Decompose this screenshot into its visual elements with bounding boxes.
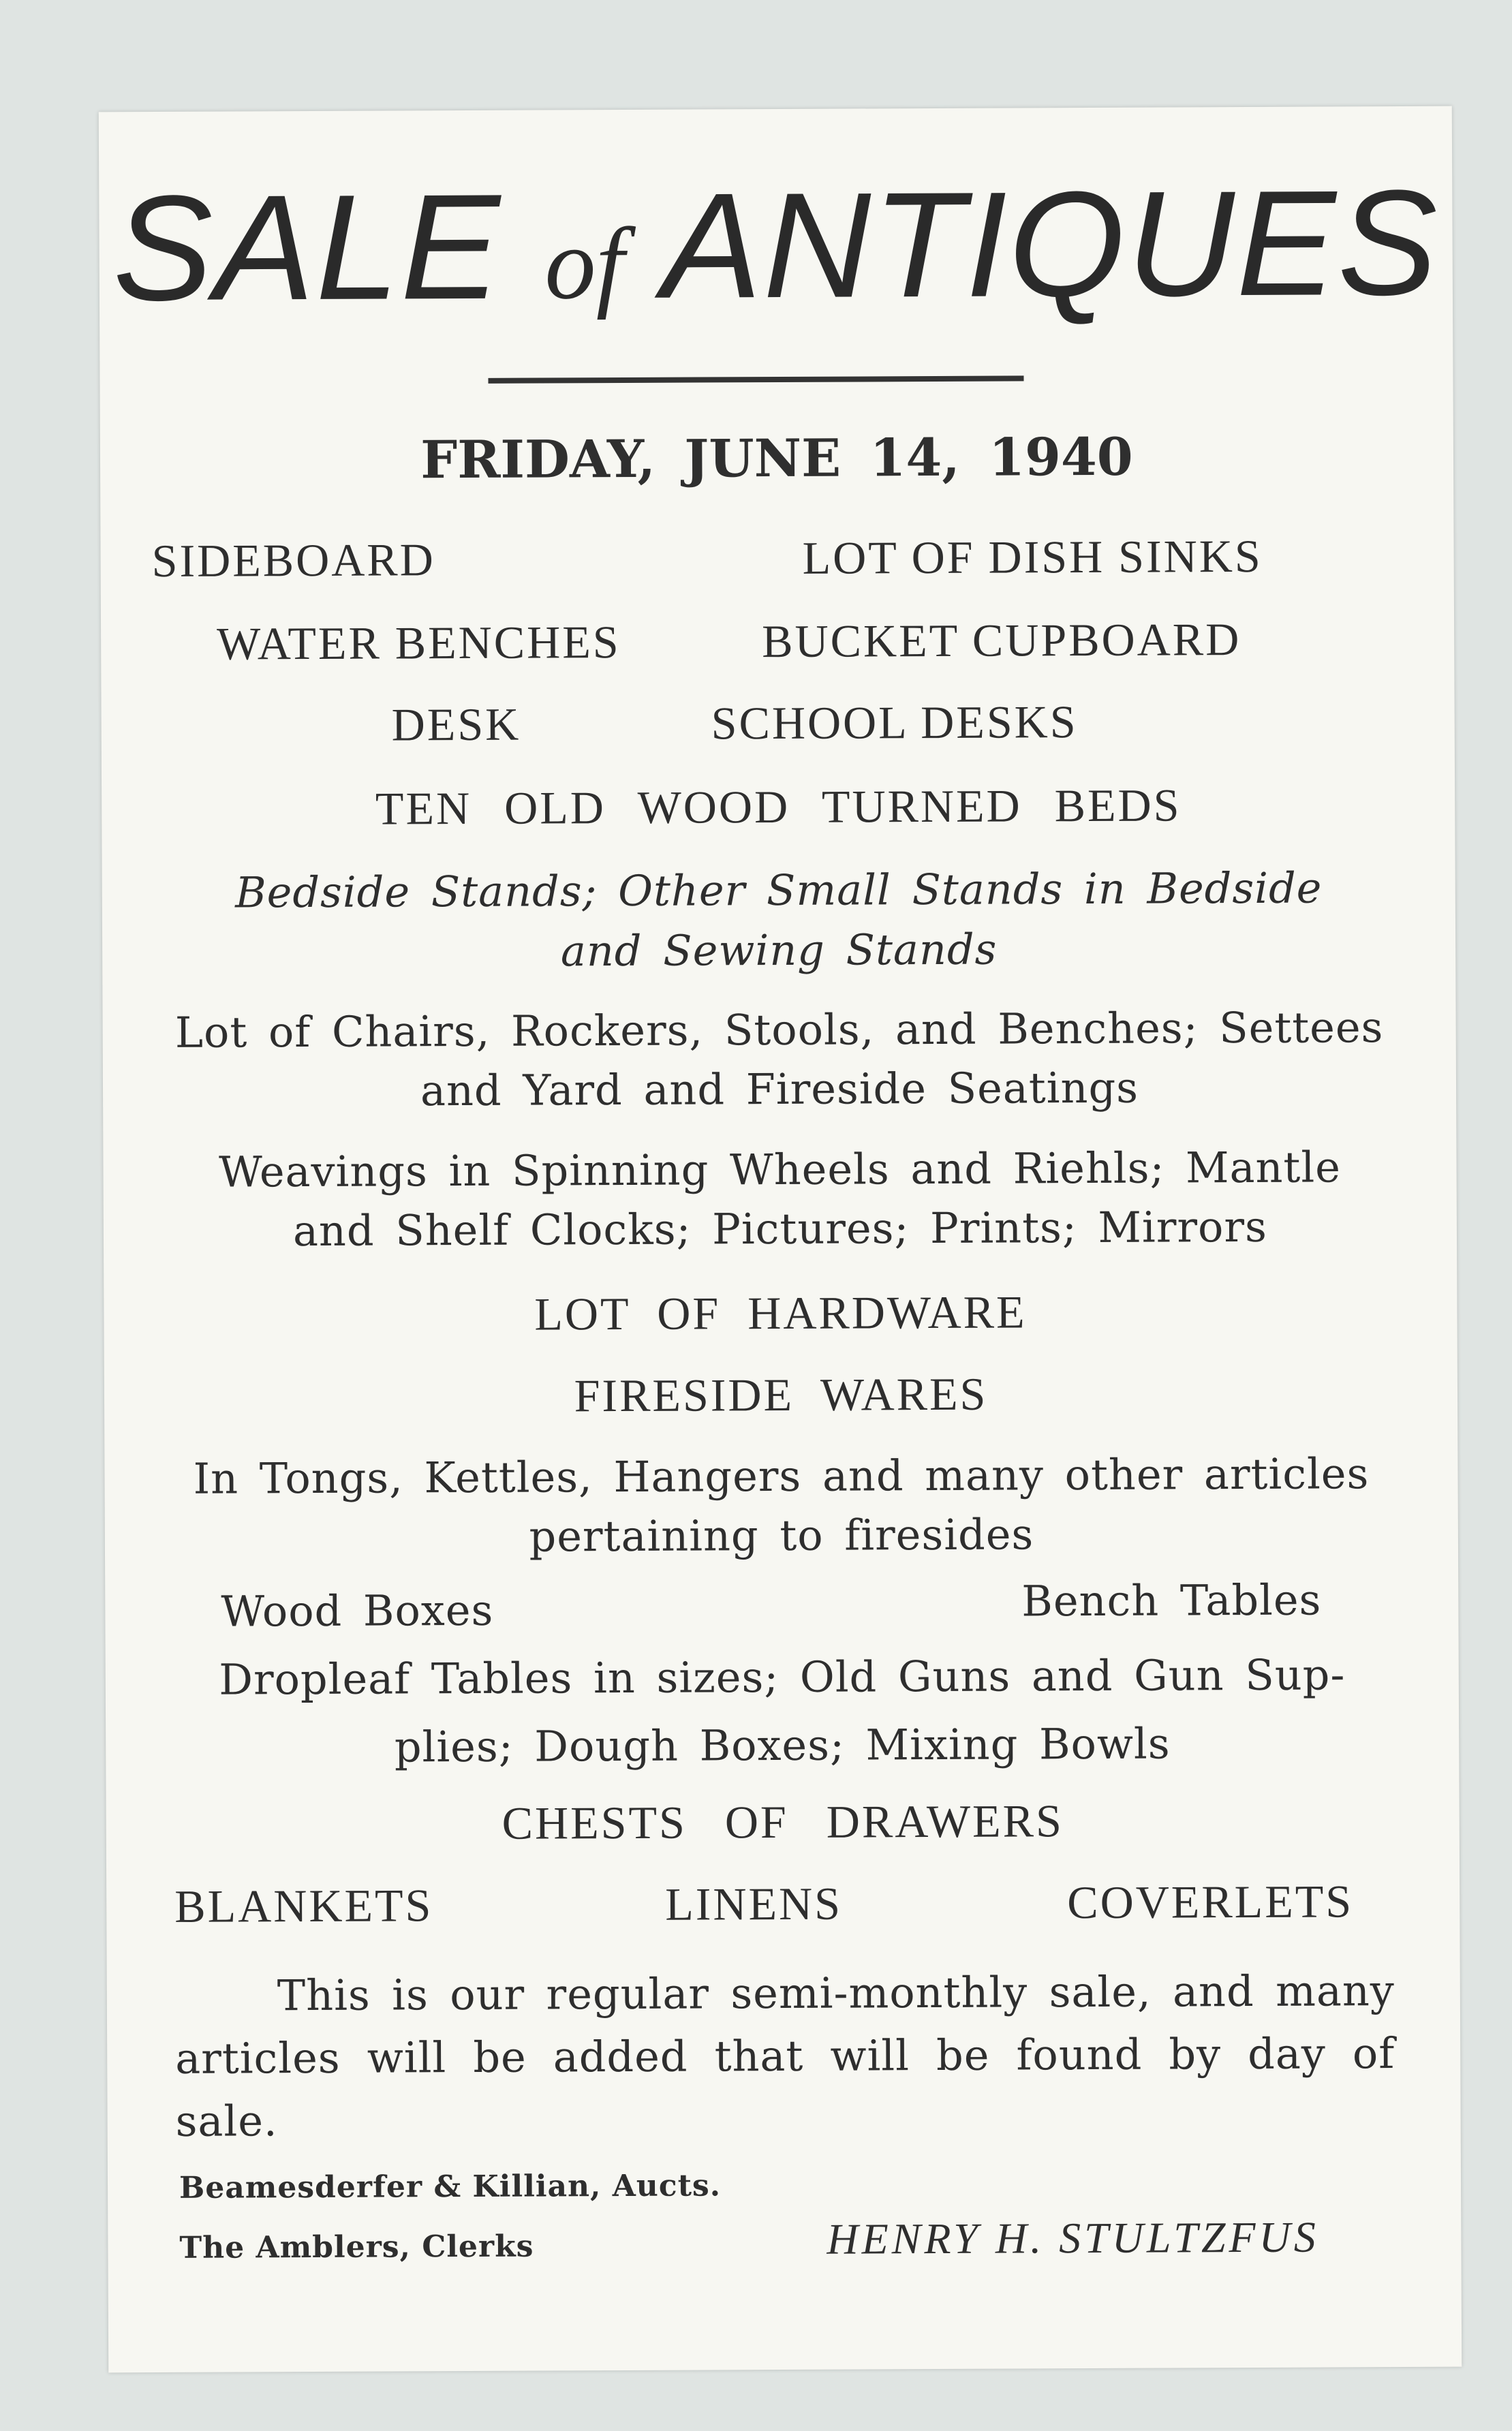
footer-seller: HENRY H. STULTZFUS [827, 2212, 1319, 2263]
item-weavings-line1: Weavings in Spinning Wheels and Riehls; Mantle [219, 1142, 1342, 1197]
headline-sale: SALE [112, 162, 502, 332]
item-weavings-line2: and Shelf Clocks; Pictures; Prints; Mirrors [292, 1201, 1268, 1256]
item-stands-line1: Bedside Stands; Other Small Stands in Bedside [234, 863, 1323, 918]
item-linens: LINENS [665, 1877, 843, 1930]
footer-clerks: The Amblers, Clerks [179, 2229, 534, 2265]
notice-paragraph: This is our regular semi-monthly sale, and many articles will be added that will be found by day of sale. [175, 1966, 1395, 2146]
item-chests: CHESTS OF DRAWERS [502, 1795, 1064, 1849]
sale-date: FRIDAY, JUNE 14, 1940 [420, 426, 1133, 491]
item-dropleaf-line1: Dropleaf Tables in sizes; Old Guns and Gun Sup- [219, 1650, 1346, 1705]
item-fireside-wares: FIRESIDE WARES [574, 1367, 988, 1422]
item-bench-tables: Bench Tables [1021, 1575, 1322, 1626]
item-stands-line2: and Sewing Stands [560, 924, 998, 976]
sale-card [99, 106, 1462, 2373]
item-beds: TEN OLD WOOD TURNED BEDS [375, 779, 1182, 835]
item-desk: DESK [391, 698, 521, 751]
item-school-desks: SCHOOL DESKS [711, 696, 1078, 749]
item-hardware: LOT OF HARDWARE [534, 1286, 1027, 1340]
item-dish-sinks: LOT OF DISH SINKS [802, 529, 1263, 584]
item-wood-boxes: Wood Boxes [221, 1585, 494, 1637]
item-bucket-cupboard: BUCKET CUPBOARD [762, 613, 1241, 668]
item-tongs-line2: pertaining to firesides [529, 1509, 1034, 1562]
footer-auctioneers: Beamesderfer & Killian, Aucts. [179, 2168, 722, 2205]
item-chairs-line2: and Yard and Fireside Seatings [420, 1062, 1139, 1116]
headline-rule [488, 375, 1023, 383]
item-water-benches: WATER BENCHES [217, 616, 621, 670]
item-sideboard: SIDEBOARD [151, 533, 435, 587]
item-blankets: BLANKETS [174, 1879, 433, 1932]
headline-antiques: ANTIQUES [661, 158, 1440, 330]
item-dropleaf-line2: plies; Dough Boxes; Mixing Bowls [394, 1718, 1171, 1772]
item-tongs-line1: In Tongs, Kettles, Hangers and many other articles [193, 1449, 1370, 1504]
item-chairs-line1: Lot of Chairs, Rockers, Stools, and Benches; Settees [174, 1002, 1384, 1057]
item-coverlets: COVERLETS [1067, 1875, 1354, 1929]
headline-of: of [544, 206, 625, 321]
headline [99, 158, 1453, 332]
